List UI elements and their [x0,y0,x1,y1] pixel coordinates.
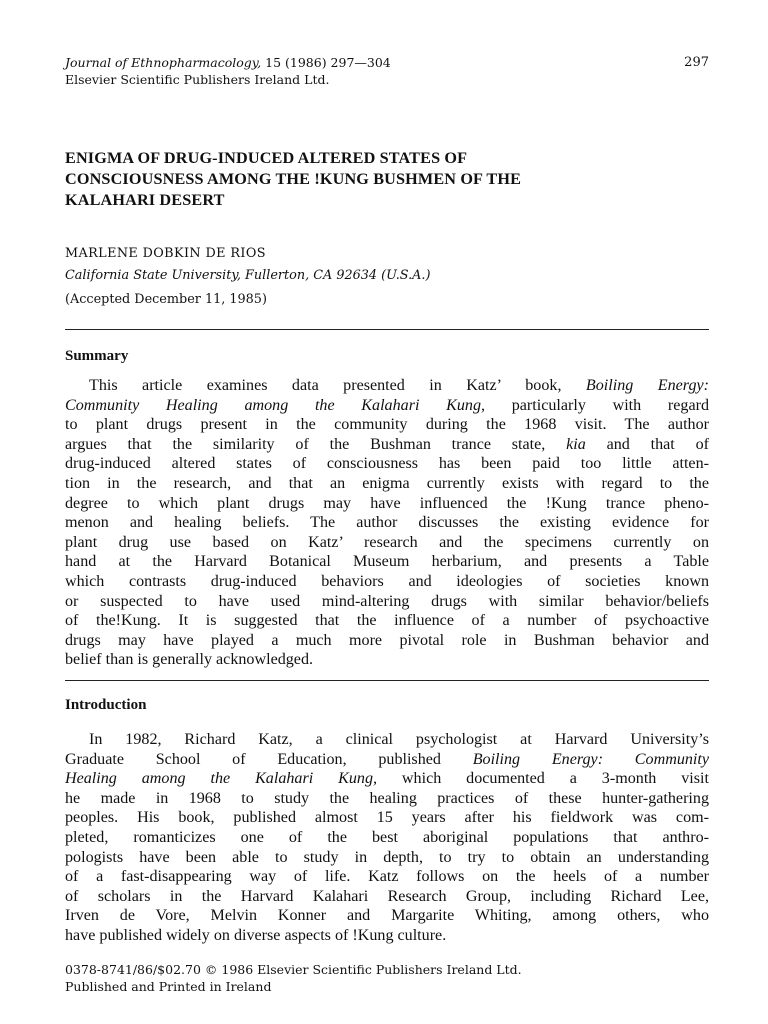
text-line [65,887,709,907]
text-line [65,750,709,770]
text-line [65,730,709,750]
text-line [65,926,709,946]
text-run: degree to which plant drugs may have influenced the !Kung trance pheno- [65,494,709,512]
divider-rule [65,680,709,681]
page-number: 297 [684,55,709,70]
text-line [65,592,709,612]
text-line [65,848,709,868]
text-line [65,552,709,572]
text-line [65,533,709,553]
italic-title: Boiling Energy: Community [472,750,710,768]
citation-line [65,54,709,71]
text-run: drugs may have played a much more pivotal role in Bushman behavior and [65,631,709,649]
text-run: hand at the Harvard Botanical Museum herbarium, and presents a Table [65,553,709,571]
introduction-text [65,730,709,946]
title-line: ENIGMA OF DRUG-INDUCED ALTERED STATES OF [65,149,468,167]
text-run: Graduate School of Education, published [65,750,473,768]
title-line: CONSCIOUSNESS AMONG THE !KUNG BUSHMEN OF THE [65,170,522,188]
text-line [65,631,709,651]
italic-title: Healing among the Kalahari Kung, [65,770,378,788]
copyright-line: 0378-8741/86/$02.70 © 1986 Elsevier Scientific Publishers Ireland Ltd. [65,962,522,977]
italic-title: Boiling Energy: [585,377,709,394]
text-line [65,376,709,396]
text-run: particularly with regard [485,396,709,414]
text-line [65,867,709,887]
text-run: menon and healing beliefs. The author discusses the existing evidence for [65,514,709,532]
text-line [65,828,709,848]
journal-name: Journal of Ethnopharmacology, [65,55,262,70]
page-footer [65,961,522,995]
text-run: which contrasts drug-induced behaviors and ideologies of societies known [65,572,709,590]
text-run: argues that the similarity of the Bushman trance state, [65,435,567,453]
text-run: and that of [585,435,709,453]
text-run: which documented a 3-month visit [377,770,709,788]
accepted-date: (Accepted December 11, 1985) [65,292,267,307]
printing-line: Published and Printed in Ireland [65,979,272,994]
text-line [65,396,709,416]
italic-title: kia [566,435,586,453]
text-line [65,435,709,455]
journal-header [65,54,709,88]
text-run: peoples. His book, published almost 15 years after his fieldwork was com- [65,809,709,827]
text-line [65,611,709,631]
introduction-heading: Introduction [65,697,147,713]
text-run: This article examines data presented in Katz’ book, [89,377,586,394]
text-run: or suspected to have used mind-altering drugs with similar behavior/beliefs [65,592,709,610]
summary-heading: Summary [65,348,129,364]
title-line: KALAHARI DESERT [65,191,225,209]
text-run: belief than is generally acknowledged. [65,651,314,669]
text-run: Irven de Vore, Melvin Konner and Margarite Whiting, among others, who [65,907,709,925]
text-line [65,513,709,533]
text-line [65,474,709,494]
text-line [65,808,709,828]
publisher: Elsevier Scientific Publishers Ireland Ltd. [65,72,330,87]
text-run: he made in 1968 to study the healing practices of these hunter-gathering [65,789,709,807]
text-line [65,415,709,435]
text-run: tion in the research, and that an enigma currently exists with regard to the [65,474,709,492]
text-run: pologists have been able to study in depth, to try to obtain an understanding [65,848,709,866]
italic-title: Community Healing among the Kalahari Kung, [65,396,486,414]
text-line [65,906,709,926]
text-run: pleted, romanticizes one of the best aboriginal populations that anthro- [65,828,709,846]
text-run: of scholars in the Harvard Kalahari Research Group, including Richard Lee, [65,887,709,905]
text-line [65,769,709,789]
author-name: MARLENE DOBKIN DE RIOS [65,246,266,261]
text-run: of the!Kung. It is suggested that the influence of a number of psychoactive [65,612,709,630]
article-title [65,148,665,211]
text-run: to plant drugs present in the community during the 1968 visit. The author [65,416,709,434]
text-line [65,454,709,474]
text-line [65,494,709,514]
text-line [65,572,709,592]
text-run: plant drug use based on Katz’ research and the specimens currently on [65,533,709,551]
text-line [65,650,709,670]
text-run: have published widely on diverse aspects of !Kung culture. [65,926,447,944]
text-line [65,789,709,809]
citation: 15 (1986) 297—304 [261,55,391,70]
summary-text [65,376,709,670]
text-run: drug-induced altered states of consciousness has been paid too little atten- [65,455,709,473]
divider-rule [65,329,709,330]
text-run: In 1982, Richard Katz, a clinical psychologist at Harvard University’s [89,731,709,748]
author-affiliation: California State University, Fullerton, CA 92634 (U.S.A.) [65,268,431,283]
text-run: of a fast-disappearing way of life. Katz follows on the heels of a number [65,868,709,886]
